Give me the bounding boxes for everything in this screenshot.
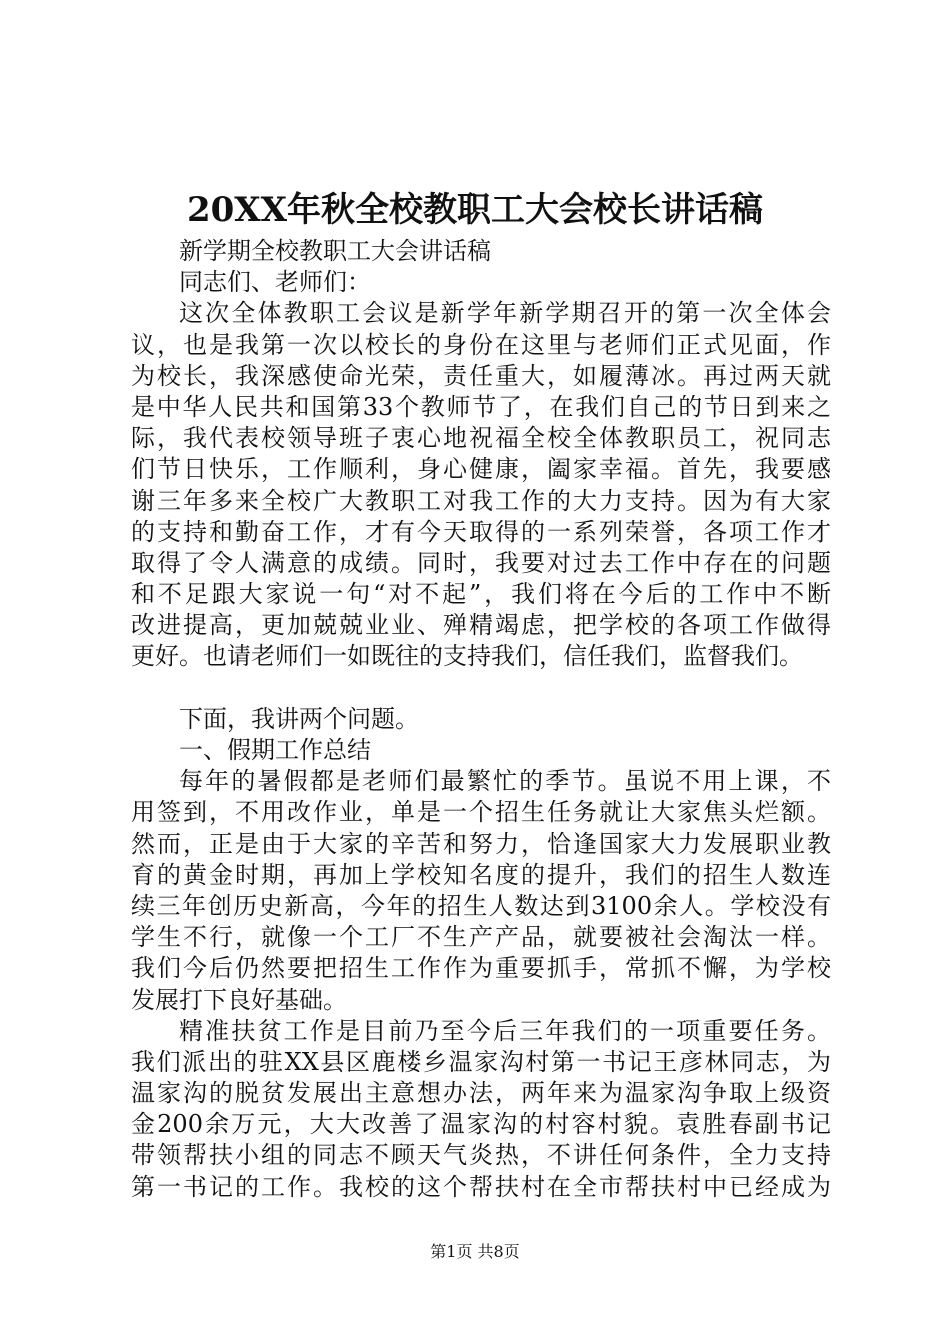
subtitle: 新学期全校教职工大会讲话稿: [179, 237, 491, 265]
paragraph-line: 我们今后仍然要把招生工作作为重要抓手，常抓不懈，为学校: [131, 954, 831, 983]
paragraph-line: 金200余万元，大大改善了温家沟的村容村貌。袁胜春副书记: [131, 1110, 831, 1139]
paragraph-line: 们节日快乐，工作顺利，身心健康，阖家幸福。首先，我要感: [131, 455, 831, 484]
paragraph-line: 议，也是我第一次以校长的身份在这里与老师们正式见面，作: [131, 330, 831, 359]
paragraph-line: 然而，正是由于大家的辛苦和努力，恰逢国家大力发展职业教: [131, 829, 831, 858]
paragraph-line: 用签到，不用改作业，单是一个招生任务就让大家焦头烂额。: [131, 798, 831, 827]
paragraph-spacer: [131, 673, 831, 704]
paragraph-poverty-alleviation: [131, 1016, 831, 1203]
greeting: 同志们、老师们：: [179, 268, 371, 297]
section-heading: 一、假期工作总结: [179, 736, 371, 764]
paragraph-line: 的支持和勤奋工作，才有今天取得的一系列荣誉，各项工作才: [131, 517, 831, 546]
paragraph-line: 每年的暑假都是老师们最繁忙的季节。虽说不用上课，不: [179, 767, 831, 796]
paragraph-line: 续三年创历史新高，今年的招生人数达到3100余人。学校没有: [131, 891, 831, 920]
paragraph-line: 精准扶贫工作是目前乃至今后三年我们的一项重要任务。: [179, 1016, 831, 1045]
paragraph-line: 更好。也请老师们一如既往的支持我们，信任我们，监督我们。: [131, 642, 803, 671]
page-indicator: 第1页 共8页: [430, 1242, 520, 1261]
paragraph-line: 为校长，我深感使命光荣，责任重大，如履薄冰。再过两天就: [131, 361, 831, 390]
paragraph-line: 谢三年多来全校广大教职工对我工作的大力支持。因为有大家: [131, 486, 831, 515]
paragraph-line: 第一书记的工作。我校的这个帮扶村在全市帮扶村中已经成为: [131, 1172, 831, 1201]
paragraph-line: 是中华人民共和国第33个教师节了，在我们自己的节日到来之: [131, 392, 831, 421]
paragraph-line: 发展打下良好基础。: [131, 985, 347, 1014]
paragraph-line: 际，我代表校领导班子衷心地祝福全校全体教职员工，祝同志: [131, 424, 831, 453]
paragraph-line: 温家沟的脱贫发展出主意想办法，两年来为温家沟争取上级资: [131, 1079, 831, 1108]
paragraph-opening: [131, 298, 831, 672]
paragraph-line: 这次全体教职工会议是新学年新学期召开的第一次全体会: [179, 299, 831, 328]
document-body: [131, 236, 831, 1203]
paragraph-line: 我们派出的驻XX县区鹿楼乡温家沟村第一书记王彦林同志，为: [131, 1047, 831, 1076]
paragraph-line: 育的黄金时期，再加上学校知名度的提升，我们的招生人数连: [131, 860, 831, 889]
paragraph-line: 和不足跟大家说一句“对不起”，我们将在今后的工作中不断: [131, 580, 831, 609]
paragraph-line: 学生不行，就像一个工厂不生产产品，就要被社会淘汰一样。: [131, 923, 831, 952]
transition-line: 下面，我讲两个问题。: [179, 704, 419, 733]
paragraph-line: 取得了令人满意的成绩。同时，我要对过去工作中存在的问题: [131, 548, 831, 577]
paragraph-summer-work: [131, 766, 831, 1016]
page-title: 20XX年秋全校教职工大会校长讲话稿: [186, 190, 764, 230]
paragraph-line: 带领帮扶小组的同志不顾天气炎热，不讲任何条件，全力支持: [131, 1141, 831, 1170]
paragraph-line: 改进提高，更加兢兢业业、殚精竭虑，把学校的各项工作做得: [131, 611, 831, 640]
